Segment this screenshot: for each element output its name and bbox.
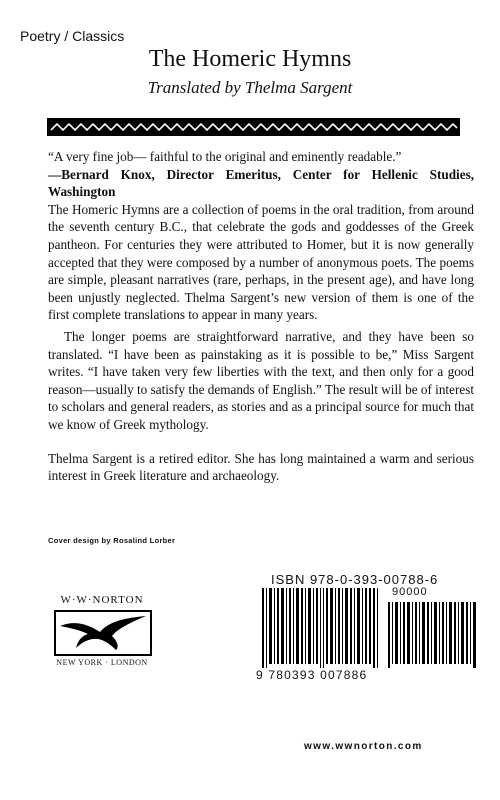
publisher-logo xyxy=(46,594,158,676)
barcode-digits: 9 780393 007886 xyxy=(256,668,368,682)
review-attribution: —Bernard Knox, Director Emeritus, Center for Hellenic Studies, Washington xyxy=(48,166,474,200)
publisher-name: W·W·NORTON xyxy=(60,594,144,606)
isbn-label: ISBN 978-0-393-00788-6 xyxy=(271,572,439,587)
description-paragraph-2: The longer poems are straightforward narrative, and they have been so translated. “I have been as painstaking as it is possible to be,” Miss Sargent writes. “I have taken very few liberties with the text, and then only for a good reason—usually to satisfy the demands of English.” The result will be of interest to scholars and general readers, as stories and as a principal source for much that we know of Greek mythology. xyxy=(48,328,474,432)
review-quote: “A very fine job— faithful to the original and eminently readable.” xyxy=(48,149,402,164)
greek-key-border xyxy=(47,118,460,136)
cover-design-credit: Cover design by Rosalind Lorber xyxy=(48,536,176,545)
zigzag-ornament-icon xyxy=(47,118,460,136)
logo-frame xyxy=(54,610,152,656)
book-title: The Homeric Hymns xyxy=(148,46,352,72)
publisher-url[interactable]: www.wwnorton.com xyxy=(304,741,423,752)
translator-line: Translated by Thelma Sargent xyxy=(147,78,353,97)
author-bio: Thelma Sargent is a retired editor. She has long maintained a warm and serious interest in Greek literature and archaeology. xyxy=(48,450,474,484)
blurb-text xyxy=(48,148,474,485)
publisher-location: NEW YORK · LONDON xyxy=(56,658,148,667)
norton-seagull-logo-icon xyxy=(56,612,150,654)
price-code: 90000 xyxy=(392,586,428,598)
category-label: Poetry / Classics xyxy=(20,28,125,44)
description-paragraph-1: The Homeric Hymns are a collection of poems in the oral tradition, from around the seventh century B.C., that celebrate the gods and goddesses of the Greek pantheon. For centuries they were attributed to Homer, but it is now generally accepted that they were composed by a number of anonymous poets. The poems are simple, pleasant narratives (rare, perhaps, in the present age), and have long been unjustly neglected. Thelma Sargent’s new version of them is one of the first complete translations to appear in many years. xyxy=(48,201,474,323)
